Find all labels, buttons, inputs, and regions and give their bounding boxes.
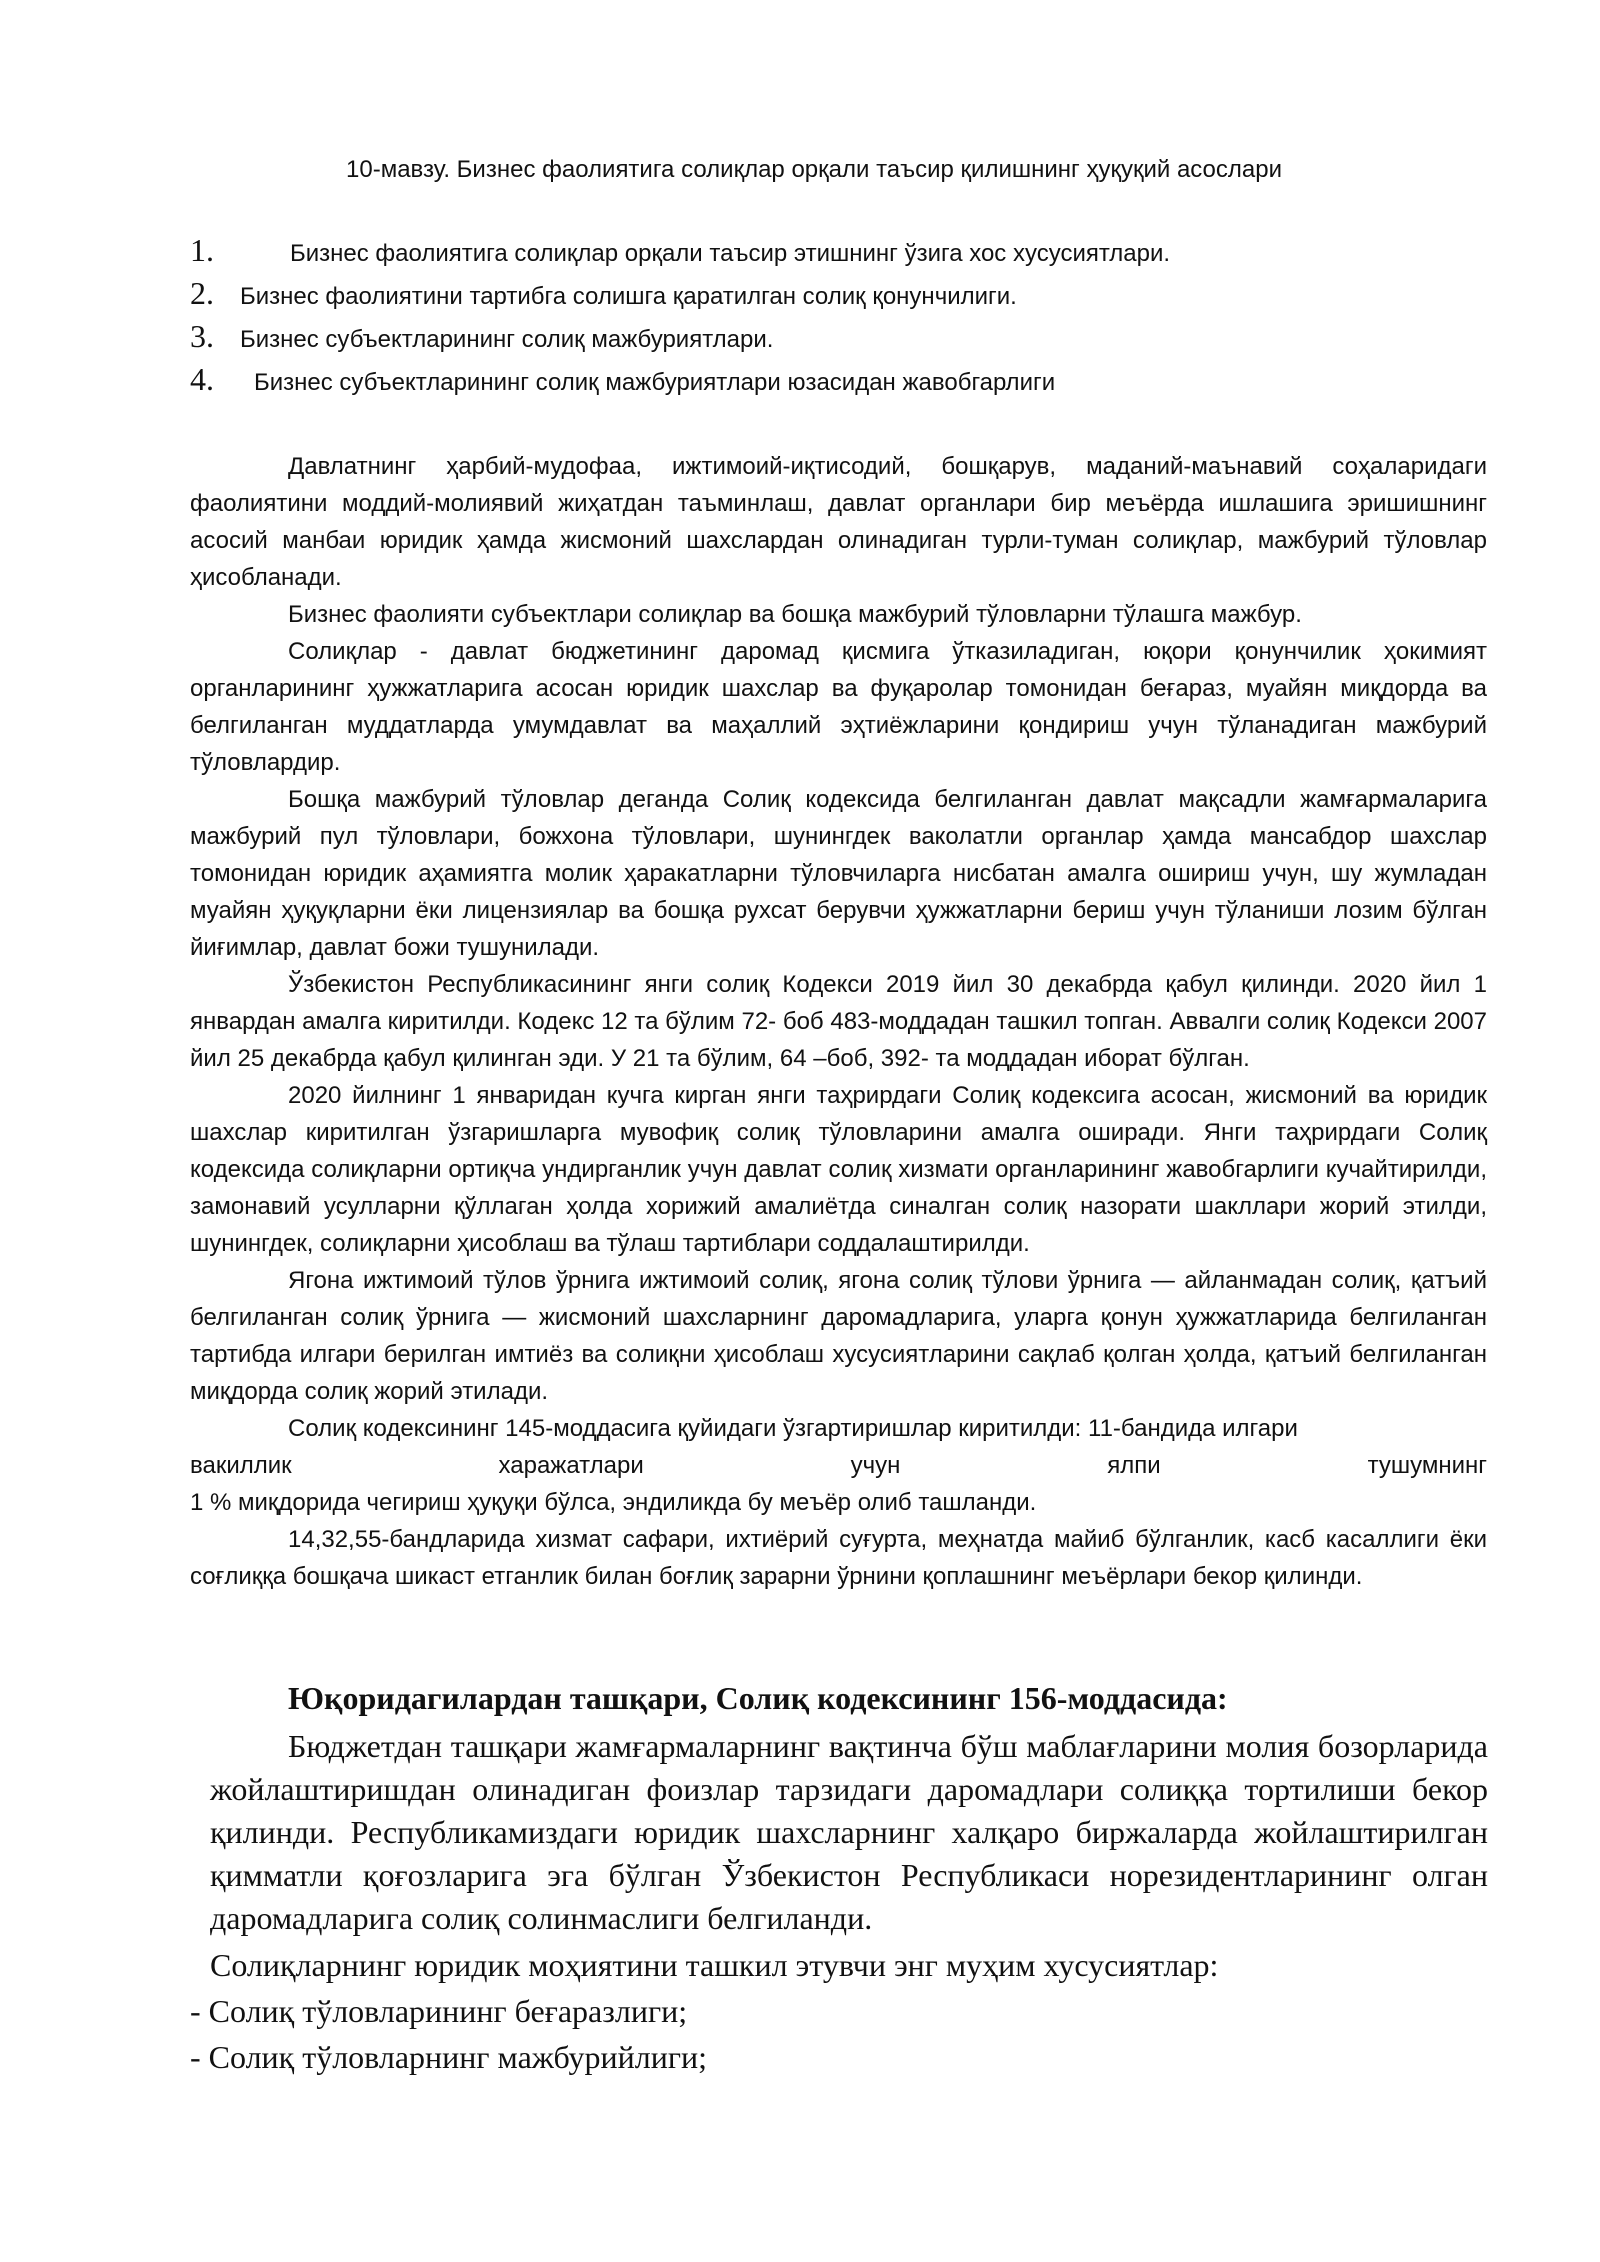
paragraph: Ягона ижтимоий тўлов ўрнига ижтимоий солиқ, ягона солиқ тўлови ўрнига — айланмадан солиқ, қатъий белгиланган солиқ ўрнига — жисмоний шахсларнинг даромадларига, уларга қонун ҳужжатларида белгиланган тартибда илгари берилган имтиёз ва солиқни ҳисоблаш хусусиятларини сақлаб қолган ҳолда, қатъий белгиланган миқдорда солиқ жорий этилади. (190, 1267, 1487, 1405)
outline-text: Бизнес фаолиятини тартибга солишга қаратилган солиқ қонунчилиги. (240, 283, 1017, 310)
paragraph: 2020 йилнинг 1 январидан кучга кирган янги таҳрирдаги Солиқ кодексига асосан, жисмоний ва юридик шахслар киритилган ўзгаришларга мувофиқ солиқ тўловларини амалга оширади. Янги таҳрирдаги Солиқ кодексида солиқларни ортиқча ундирганлик учун давлат солиқ хизмати органларининг жавобгарлиги кучайтирилди, замонавий усулларни қўллаган ҳолда хорижий амалиётда синалган солиқ назорати шакллари жорий этилди, шунингдек, солиқларни ҳисоблаш ва тўлаш тартиблари соддалаштирилди. (190, 1082, 1487, 1257)
features-intro: Солиқларнинг юридик моҳиятини ташкил этувчи энг муҳим хусусиятлар: (210, 1947, 1219, 1983)
feature-item: - Солиқ тўловларининг беғаразлиги; (190, 1993, 688, 2029)
outline-number: 1. (190, 232, 214, 268)
paragraph: Бизнес фаолияти субъектлари солиқлар ва бошқа мажбурий тўловларни тўлашга мажбур. (288, 601, 1302, 628)
outline-number: 2. (190, 275, 214, 311)
outline-number: 4. (190, 361, 214, 397)
topic-outline (190, 232, 1440, 404)
paragraph-145-line3: 1 % миқдорида чегириш ҳуқуқи бўлса, эндиликда бу меъёр олиб ташланди. (190, 1489, 1037, 1516)
outline-number: 3. (190, 318, 214, 354)
paragraph: Солиқлар - давлат бюджетининг даромад қисмига ўтказиладиган, юқори қонунчилик ҳокимият органларининг ҳужжатларига асосан юридик шахслар ва фуқаролар томонидан беғараз, муайян миқдорда ва белгиланган муддатларда умумдавлат ва маҳаллий эҳтиёжларини қондириш учун тўланадиган мажбурий тўловлардир. (190, 638, 1487, 776)
paragraph: Бошқа мажбурий тўловлар деганда Солиқ кодексида белгиланган давлат мақсадли жамғармаларига мажбурий пул тўловлари, божхона тўловлари, шунингдек ваколатли органлар ҳамда мансабдор шахслар томонидан юридик аҳамиятга молик ҳаракатларни тўловчиларга нисбатан амалга ошириш учун, шу жумладан муайян ҳуқуқларни ёки лицензиялар ва бошқа рухсат берувчи ҳужжатларни бериш учун тўланиши лозим бўлган йиғимлар, давлат божи тушунилади. (190, 786, 1487, 961)
paragraph-145-line1: Солиқ кодексининг 145-моддасига қуйидаги ўзгартиришлар киритилди: 11-бандида илгари (288, 1415, 1298, 1442)
outline-text: Бизнес фаолиятига солиқлар орқали таъсир этишнинг ўзига хос хусусиятлари. (290, 240, 1171, 267)
paragraph: Ўзбекистон Республикасининг янги солиқ Кодекси 2019 йил 30 декабрда қабул қилинди. 2020 йил 1 январдан амалга киритилди. Кодекс 12 та бўлим 72- боб 483-моддадан ташкил топган. Аввалги солиқ Кодекси 2007 йил 25 декабрда қабул қилинган эди. У 21 та бўлим, 64 –боб, 392- та моддадан иборат бўлган. (190, 971, 1487, 1072)
body-text (190, 448, 1487, 1595)
paragraph: 14,32,55-бандларида хизмат сафари, ихтиёрий суғурта, меҳнатда майиб бўлганлик, касб касаллиги ёки соғлиққа бошқача шикаст етганлик билан боғлиқ зарарни ўрнини қоплашнинг меъёрлари бекор қилинди. (190, 1526, 1487, 1590)
feature-item: - Солиқ тўловларнинг мажбурийлиги; (190, 2039, 707, 2075)
paragraph: Давлатнинг ҳарбий-мудофаа, ижтимоий-иқтисодий, бошқарув, маданий-маънавий соҳаларидаги фаолиятини моддий-молиявий жиҳатдан таъминлаш, давлат органлари бир меъёрда ишлашига эришишнинг асосий манбаи юридик ҳамда жисмоний шахслардан олинадиган турли-туман солиқлар, мажбурий тўловлар ҳисобланади. (190, 453, 1487, 591)
outline-item (190, 361, 1440, 404)
outline-item (190, 318, 1440, 361)
outline-item (190, 232, 1440, 275)
paragraph-145-line2: вакиллик харажатлари учун ялпи тушумнинг (190, 1452, 1487, 1479)
paragraph: Бюджетдан ташқари жамғармаларнинг вақтинча бўш маблағларини молия бозорларида жойлаштиришдан олинадиган фоизлар тарзидаги даромадлари солиққа тортилиши бекор қилинди. Республикамиздаги юридик шахсларнинг халқаро биржаларда жойлаштирилган қимматли қоғозларига эга бўлган Ўзбекистон Республикаси норезидентларининг олган даромадларига солиқ солинмаслиги белгиланди. (210, 1728, 1488, 1936)
section-heading: Юқоридагилардан ташқари, Солиқ кодексининг 156-моддасида: (288, 1680, 1228, 1716)
body-text-serif (190, 1677, 1490, 2078)
outline-item (190, 275, 1440, 318)
page-title: 10-мавзу. Бизнес фаолиятига солиқлар орқали таъсир қилишнинг ҳуқуқий асослари (346, 156, 1283, 183)
outline-text: Бизнес субъектларининг солиқ мажбуриятлари. (240, 326, 774, 353)
outline-text: Бизнес субъектларининг солиқ мажбуриятлари юзасидан жавобгарлиги (254, 369, 1056, 396)
